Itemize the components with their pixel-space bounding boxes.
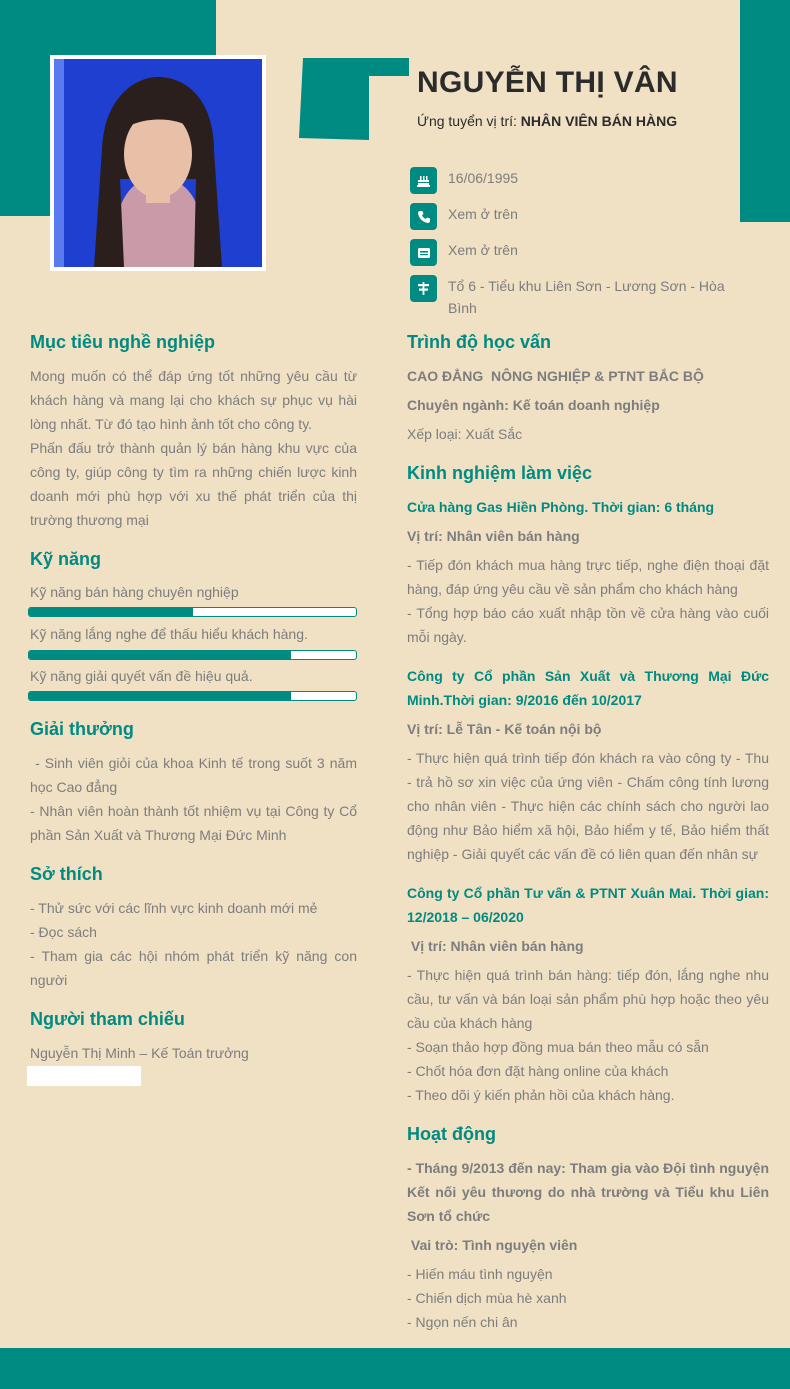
decor-top-right-bar bbox=[740, 0, 790, 222]
contact-birthday: 16/06/1995 bbox=[448, 170, 519, 186]
job-role: Vị trí: Nhân viên bán hàng bbox=[407, 938, 584, 954]
profile-photo bbox=[54, 59, 262, 267]
awards-text bbox=[30, 751, 361, 847]
job-duty: - Tổng hợp báo cáo xuất nhập tồn về cửa hàng vào cuối mỗi ngày. bbox=[407, 605, 769, 645]
decor-header-tab bbox=[299, 58, 409, 140]
activity-item: - Chiến dịch mùa hè xanh bbox=[407, 1290, 567, 1306]
job-duty: - Theo dõi ý kiến phản hồi của khách hàng. bbox=[407, 1087, 675, 1103]
skill-bar-fill bbox=[29, 692, 291, 700]
skill-label-listening: Kỹ năng lắng nghe để thấu hiểu khách hàng. bbox=[30, 626, 308, 642]
activity-role: Vai trò: Tình nguyện viên bbox=[407, 1237, 578, 1253]
education-title: Trình độ học vấn bbox=[407, 332, 552, 352]
contact-email: Xem ở trên bbox=[448, 242, 518, 258]
awards-title: Giải thưởng bbox=[30, 719, 134, 739]
award-item: - Nhân viên hoàn thành tốt nhiệm vụ tại Công ty Cổ phần Sản Xuất và Thương Mại Đức Minh bbox=[30, 803, 357, 843]
phone-icon bbox=[410, 203, 437, 230]
job-role: Vị trí: Nhân viên bán hàng bbox=[407, 528, 580, 544]
skills-title: Kỹ năng bbox=[30, 549, 102, 569]
hobby-item: - Thử sức với các lĩnh vực kinh doanh mới mẻ bbox=[30, 900, 318, 916]
applying-label: Ứng tuyển vị trí: bbox=[417, 113, 521, 129]
job-duty: - Thực hiện quá trình bán hàng: tiếp đón, lắng nghe nhu cầu, tư vấn và bán loại sản phẩm phù hợp hoặc theo yêu cầu của khách hàng bbox=[407, 967, 769, 1031]
email-icon bbox=[410, 239, 437, 266]
objective-paragraph-2: Phấn đấu trở thành quản lý bán hàng khu vực của công ty, giúp công ty tìm ra những chiến lược kinh doanh mới phù hợp với xu thế phát triển của thị trường thương mại bbox=[30, 440, 357, 528]
redaction-block bbox=[27, 1066, 141, 1086]
hobby-item: - Đọc sách bbox=[30, 924, 97, 940]
education-grade: Xếp loại: Xuất Sắc bbox=[407, 426, 523, 442]
skill-bar-problem-solving bbox=[28, 691, 357, 701]
skill-bar-sales bbox=[28, 607, 357, 617]
education-school: CAO ĐẲNG NÔNG NGHIỆP & PTNT BẮC BỘ bbox=[407, 368, 704, 384]
activity-list bbox=[407, 1262, 769, 1334]
activity-event: - Tháng 9/2013 đến nay: Tham gia vào Đội tình nguyện Kết nối yêu thương do nhà trường và Tiểu khu Liên Sơn tổ chức bbox=[407, 1160, 769, 1224]
contact-address-row bbox=[410, 275, 738, 319]
contact-phone: Xem ở trên bbox=[448, 206, 518, 222]
activities-title: Hoạt động bbox=[407, 1124, 496, 1144]
hobbies-list bbox=[30, 896, 357, 992]
skill-bar-fill bbox=[29, 608, 193, 616]
birthday-cake-icon bbox=[410, 167, 437, 194]
skill-label-problem-solving: Kỹ năng giải quyết vấn đề hiệu quả. bbox=[30, 668, 253, 684]
job-description bbox=[407, 553, 769, 649]
objective-paragraph-1: Mong muốn có thể đáp ứng tốt những yêu cầu từ khách hàng và mang lại cho khách sự phục vụ hài lòng nhất. Từ đó tạo hình ảnh tốt cho công ty. bbox=[30, 368, 357, 432]
skill-bar-listening bbox=[28, 650, 357, 660]
job-duty: - Soạn thảo hợp đồng mua bán theo mẫu có sẵn bbox=[407, 1039, 709, 1055]
job-description bbox=[407, 746, 769, 866]
hobby-item: - Tham gia các hội nhóm phát triển kỹ năng con người bbox=[30, 948, 357, 988]
education-major: Chuyên ngành: Kế toán doanh nghiệp bbox=[407, 397, 660, 413]
contact-birthday-row bbox=[410, 167, 738, 194]
award-item: - Sinh viên giỏi của khoa Kinh tế trong suốt 3 năm học Cao đẳng bbox=[30, 755, 361, 795]
reference-line: Nguyễn Thị Minh – Kế Toán trưởng bbox=[30, 1045, 249, 1061]
references-title: Người tham chiếu bbox=[30, 1009, 185, 1029]
job-description bbox=[407, 963, 769, 1107]
job-duty: - Thực hiện quá trình tiếp đón khách ra vào công ty - Thu - trả hồ sơ xin việc của ứng viên - Chấm công tính lương cho nhân viên - Thực hiện các chính sách cho người lao động như Bảo hiểm xã hội, Bảo hiểm y tế, Bảo hiểm thất nghiệp - Giải quyết các vấn đề có liên quan đến nhân sự bbox=[407, 750, 769, 862]
activity-item: - Hiến máu tình nguyện bbox=[407, 1266, 553, 1282]
contact-phone-row bbox=[410, 203, 738, 230]
applying-position bbox=[417, 113, 677, 129]
job-company: Cửa hàng Gas Hiền Phòng. Thời gian: 6 tháng bbox=[407, 499, 715, 515]
decor-bottom-bar bbox=[0, 1348, 790, 1389]
contact-address: Tổ 6 - Tiểu khu Liên Sơn - Lương Sơn - Hòa Bình bbox=[448, 278, 725, 316]
address-icon bbox=[410, 275, 437, 302]
profile-photo-frame bbox=[50, 55, 266, 271]
skill-bar-fill bbox=[29, 651, 291, 659]
activity-item: - Ngọn nến chi ân bbox=[407, 1314, 518, 1330]
contact-email-row bbox=[410, 239, 738, 266]
applying-position-value: NHÂN VIÊN BÁN HÀNG bbox=[520, 113, 678, 129]
hobbies-title: Sở thích bbox=[30, 864, 103, 884]
candidate-name: NGUYỄN THỊ VÂN bbox=[417, 66, 678, 99]
job-company: Công ty Cổ phần Sản Xuất và Thương Mại Đức Minh.Thời gian: 9/2016 đến 10/2017 bbox=[407, 668, 769, 708]
job-duty: - Tiếp đón khách mua hàng trực tiếp, nghe điện thoại đặt hàng, đáp ứng yêu cầu về sản phẩm cho khách hàng bbox=[407, 557, 769, 597]
job-company: Công ty Cổ phần Tư vấn & PTNT Xuân Mai. Thời gian: 12/2018 – 06/2020 bbox=[407, 885, 769, 925]
objective-title: Mục tiêu nghề nghiệp bbox=[30, 332, 215, 352]
experience-title: Kinh nghiệm làm việc bbox=[407, 463, 593, 483]
skill-label-sales: Kỹ năng bán hàng chuyên nghiệp bbox=[30, 584, 239, 600]
job-duty: - Chốt hóa đơn đặt hàng online của khách bbox=[407, 1063, 669, 1079]
objective-text bbox=[30, 364, 357, 532]
job-role: Vị trí: Lễ Tân - Kế toán nội bộ bbox=[407, 721, 602, 737]
